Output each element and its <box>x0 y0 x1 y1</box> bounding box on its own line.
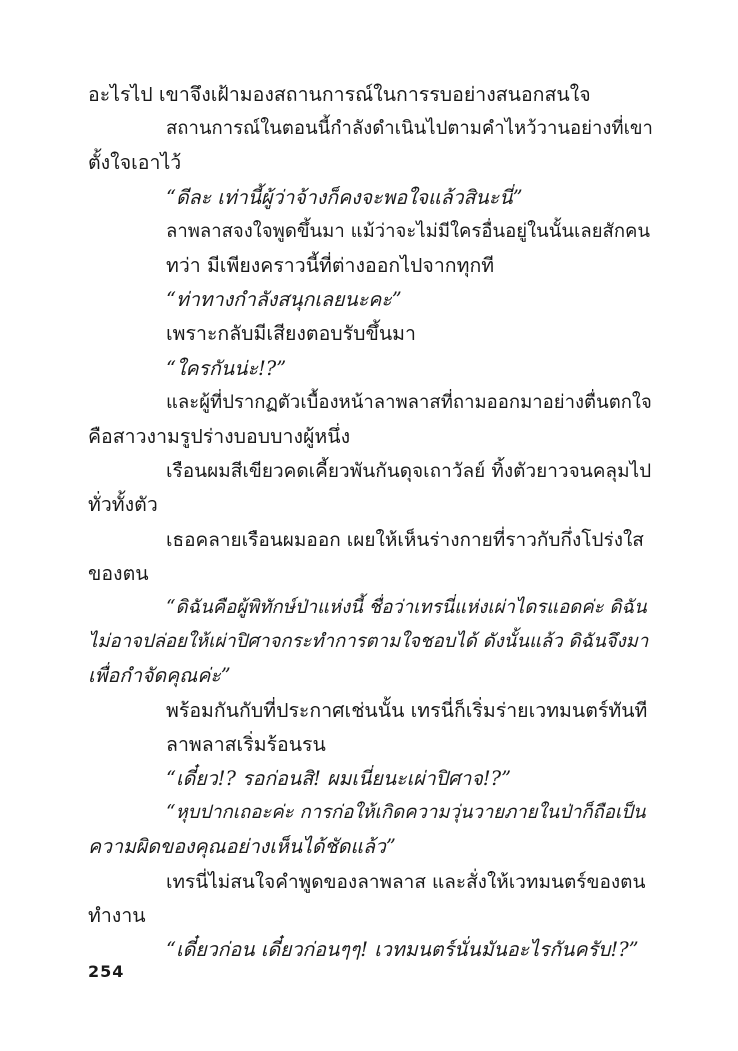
text-line: คือสาวงามรูปร่างบอบบางผู้หนึ่ง <box>88 425 351 448</box>
text-line: ไม่อาจปล่อยให้เผ่าปิศาจกระทำการตามใจชอบได้ ดังนั้นแล้ว ดิฉันจึงมา <box>88 631 649 653</box>
text-line: “ดีละ เท่านี้ผู้ว่าจ้างก็คงจะพอใจแล้วสินะนี่” <box>166 185 523 209</box>
text-line: เทรนี่ไม่สนใจคำพูดของลาพลาส และสั่งให้เวทมนตร์ของตน <box>166 870 646 893</box>
text-line: “หุบปากเถอะค่ะ การก่อให้เกิดความวุ่นวายภายในป่าก็ถือเป็น <box>166 802 646 824</box>
text-line: ทั่วทั้งตัว <box>88 493 158 517</box>
text-line: “ท่าทางกำลังสนุกเลยนะคะ” <box>166 288 402 312</box>
text-line: ทำงาน <box>88 903 146 927</box>
text-line: “ดิฉันคือผู้พิทักษ์ป่าแห่งนี้ ชื่อว่าเทรนี่แห่งเผ่าไดรแอดค่ะ ดิฉัน <box>166 597 647 618</box>
text-line: และผู้ที่ปรากฏตัวเบื้องหน้าลาพลาสที่ถามออกมาอย่างตื่นตกใจ <box>166 391 652 413</box>
text-line: ของตน <box>88 561 149 585</box>
text-line: ลาพลาสเริ่มร้อนรน <box>166 732 326 756</box>
text-line: อะไรไป เขาจึงเฝ้ามองสถานการณ์ในการรบอย่างสนอกสนใจ <box>88 83 591 106</box>
text-line: “เดี๋ยว!? รอก่อนสิ! ผมเนี่ยนะเผ่าปิศาจ!?” <box>166 767 512 790</box>
text-line: สถานการณ์ในตอนนี้กำลังดำเนินไปตามคำไหว้วานอย่างที่เขา <box>166 118 653 140</box>
text-line: “ใครกันน่ะ!?” <box>166 356 287 380</box>
text-line: พร้อมกันกับที่ประกาศเช่นนั้น เทรนี่ก็เริ่มร่ายเวทมนตร์ทันที <box>166 698 648 722</box>
text-line: เพราะกลับมีเสียงตอบรับขึ้นมา <box>166 322 416 346</box>
page-number: 254 <box>88 962 125 981</box>
text-line: ลาพลาสจงใจพูดขึ้นมา แม้ว่าจะไม่มีใครอื่นอยู่ในนั้นเลยสักคน <box>166 220 651 242</box>
text-line: “เดี๋ยวก่อน เดี๋ยวก่อนๆๆ! เวทมนตร์นั่นมันอะไรกันครับ!?” <box>166 938 639 961</box>
text-line: เรือนผมสีเขียวคดเคี้ยวพันกันดุจเถาวัลย์ ทิ้งตัวยาวจนคลุมไป <box>166 460 652 483</box>
text-line: เพื่อกำจัดคุณค่ะ” <box>88 664 231 688</box>
text-line: ตั้งใจเอาไว้ <box>88 151 182 175</box>
text-line: เธอคลายเรือนผมออก เผยให้เห็นร่างกายที่ราวกับกึ่งโปร่งใส <box>166 528 644 551</box>
text-line: ทว่า มีเพียงคราวนี้ที่ต่างออกไปจากทุกที <box>166 254 495 277</box>
text-line: ความผิดของคุณอย่างเห็นได้ชัดแล้ว” <box>88 835 396 859</box>
